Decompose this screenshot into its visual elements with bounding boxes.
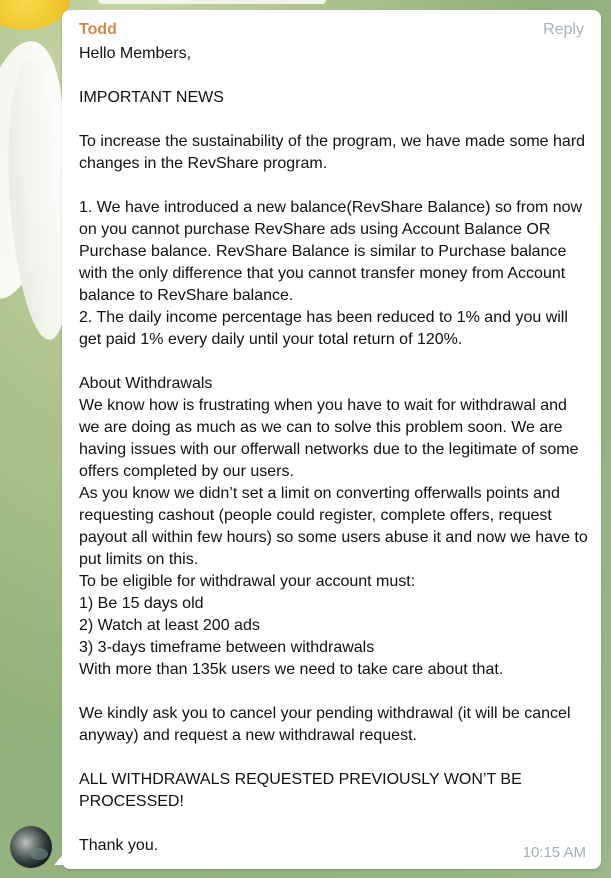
message-timestamp: 10:15 AM — [522, 844, 586, 861]
previous-message-edge — [98, 0, 326, 4]
message-bubble[interactable] — [62, 10, 601, 869]
sender-avatar[interactable] — [10, 826, 52, 868]
sender-name[interactable]: Todd — [79, 21, 117, 38]
flower-center-decoration — [0, 0, 70, 30]
message-text: Hello Members, IMPORTANT NEWS To increase the sustainability of the program, we have made some hard changes in the RevShare program. 1. We have introduced a new balance(RevShare Balance) so from now on you cannot purchase RevShare ads using Account Balance OR Purchase balance. RevShare Balance is similar to Purchase balance with the only difference that you cannot transfer money from Account balance to RevShare balance. 2. The daily income percentage has been reduced to 1% and you will get paid 1% every daily until your total return of 120%. About Withdrawals We know how is frustrating when you have to wait for withdrawal and we are doing as much as we can to solve this problem soon. We are having issues with our offerwall networks due to the legitimate of some offers completed by our users. As you know we didn’t set a limit on converting offerwalls points and requesting cashout (people could register, complete offers, request payout all within few hours) so some users abuse it and now we have to put limits on this. To be eligible for withdrawal your account must: 1) Be 15 days old 2) Watch at least 200 ads 3) 3-days timeframe between withdrawals With more than 135k users we need to take care about that. We kindly ask you to cancel your pending withdrawal (it will be cancel anyway) and request a new withdrawal request. ALL WITHDRAWALS REQUESTED PREVIOUSLY WON’T BE PROCESSED! Thank you. — [79, 45, 588, 854]
reply-button[interactable]: Reply — [543, 21, 584, 38]
